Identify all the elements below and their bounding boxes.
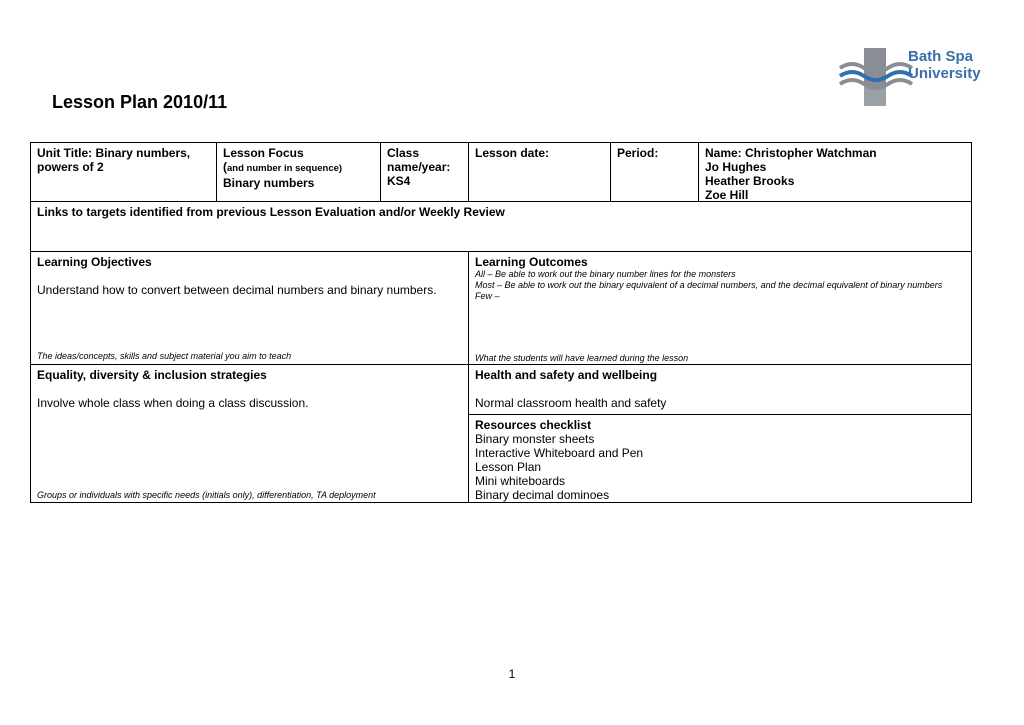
learning-outcomes-heading: Learning Outcomes bbox=[475, 255, 588, 269]
period-label: Period: bbox=[617, 146, 659, 160]
names-cell bbox=[699, 143, 971, 205]
class-label-2: name/year: bbox=[387, 160, 451, 174]
name-line: Name: Christopher Watchman bbox=[705, 146, 877, 160]
equality-cell bbox=[31, 365, 468, 502]
learning-objectives-text: Understand how to convert between decimal numbers and binary numbers. bbox=[37, 283, 437, 297]
equality-heading: Equality, diversity & inclusion strategies bbox=[37, 368, 267, 382]
unit-title: Unit Title: Binary numbers, powers of 2 bbox=[37, 146, 191, 174]
links-targets-label: Links to targets identified from previous Lesson Evaluation and/or Weekly Review bbox=[37, 205, 505, 219]
logo-line-1: Bath Spa bbox=[908, 48, 974, 65]
equality-footnote: Groups or individuals with specific needs (initials only), differentiation, TA deployment bbox=[37, 490, 376, 500]
resource-item: Interactive Whiteboard and Pen bbox=[475, 446, 644, 460]
name-line: Jo Hughes bbox=[705, 160, 767, 174]
unit-title-cell bbox=[31, 143, 216, 177]
learning-objectives-footnote: The ideas/concepts, skills and subject material you aim to teach bbox=[37, 351, 292, 361]
learning-objectives-cell bbox=[31, 252, 468, 364]
learning-objectives-heading: Learning Objectives bbox=[37, 255, 152, 269]
lesson-focus-paren: ( bbox=[223, 160, 227, 174]
links-targets-cell bbox=[31, 202, 971, 222]
health-safety-cell bbox=[469, 365, 971, 414]
health-safety-text: Normal classroom health and safety bbox=[475, 396, 667, 410]
lesson-focus-note: and number in sequence) bbox=[227, 163, 343, 174]
outcome-most: Most – Be able to work out the binary equivalent of a decimal numbers, and the decimal equivalent of binary numbers bbox=[475, 280, 943, 290]
learning-outcomes-cell bbox=[469, 252, 971, 364]
equality-text: Involve whole class when doing a class discussion. bbox=[37, 396, 309, 410]
name-line: Zoe Hill bbox=[705, 188, 749, 202]
resource-item: Binary decimal dominoes bbox=[475, 488, 610, 502]
outcome-few: Few – bbox=[475, 291, 500, 301]
outcome-all: All – Be able to work out the binary number lines for the monsters bbox=[475, 269, 736, 279]
class-value: KS4 bbox=[387, 174, 411, 188]
period-cell bbox=[611, 143, 698, 163]
page-number: 1 bbox=[508, 667, 516, 681]
lesson-focus-label: Lesson Focus bbox=[223, 146, 304, 160]
health-safety-heading: Health and safety and wellbeing bbox=[475, 368, 658, 382]
resource-item: Lesson Plan bbox=[475, 460, 542, 474]
lesson-date-cell bbox=[469, 143, 610, 163]
resource-item: Binary monster sheets bbox=[475, 432, 595, 446]
resources-cell bbox=[469, 415, 971, 502]
class-label-1: Class bbox=[387, 146, 420, 160]
class-cell bbox=[381, 143, 468, 191]
name-line: Heather Brooks bbox=[705, 174, 795, 188]
page-title: Lesson Plan 2010/11 bbox=[52, 92, 228, 112]
resource-item: Mini whiteboards bbox=[475, 474, 566, 488]
resources-heading: Resources checklist bbox=[475, 418, 592, 432]
lesson-focus-cell bbox=[217, 143, 380, 193]
lesson-date-label: Lesson date: bbox=[475, 146, 550, 160]
lesson-focus-value: Binary numbers bbox=[223, 176, 315, 190]
logo-line-2: University bbox=[908, 65, 981, 82]
learning-outcomes-footnote: What the students will have learned during the lesson bbox=[475, 353, 689, 363]
